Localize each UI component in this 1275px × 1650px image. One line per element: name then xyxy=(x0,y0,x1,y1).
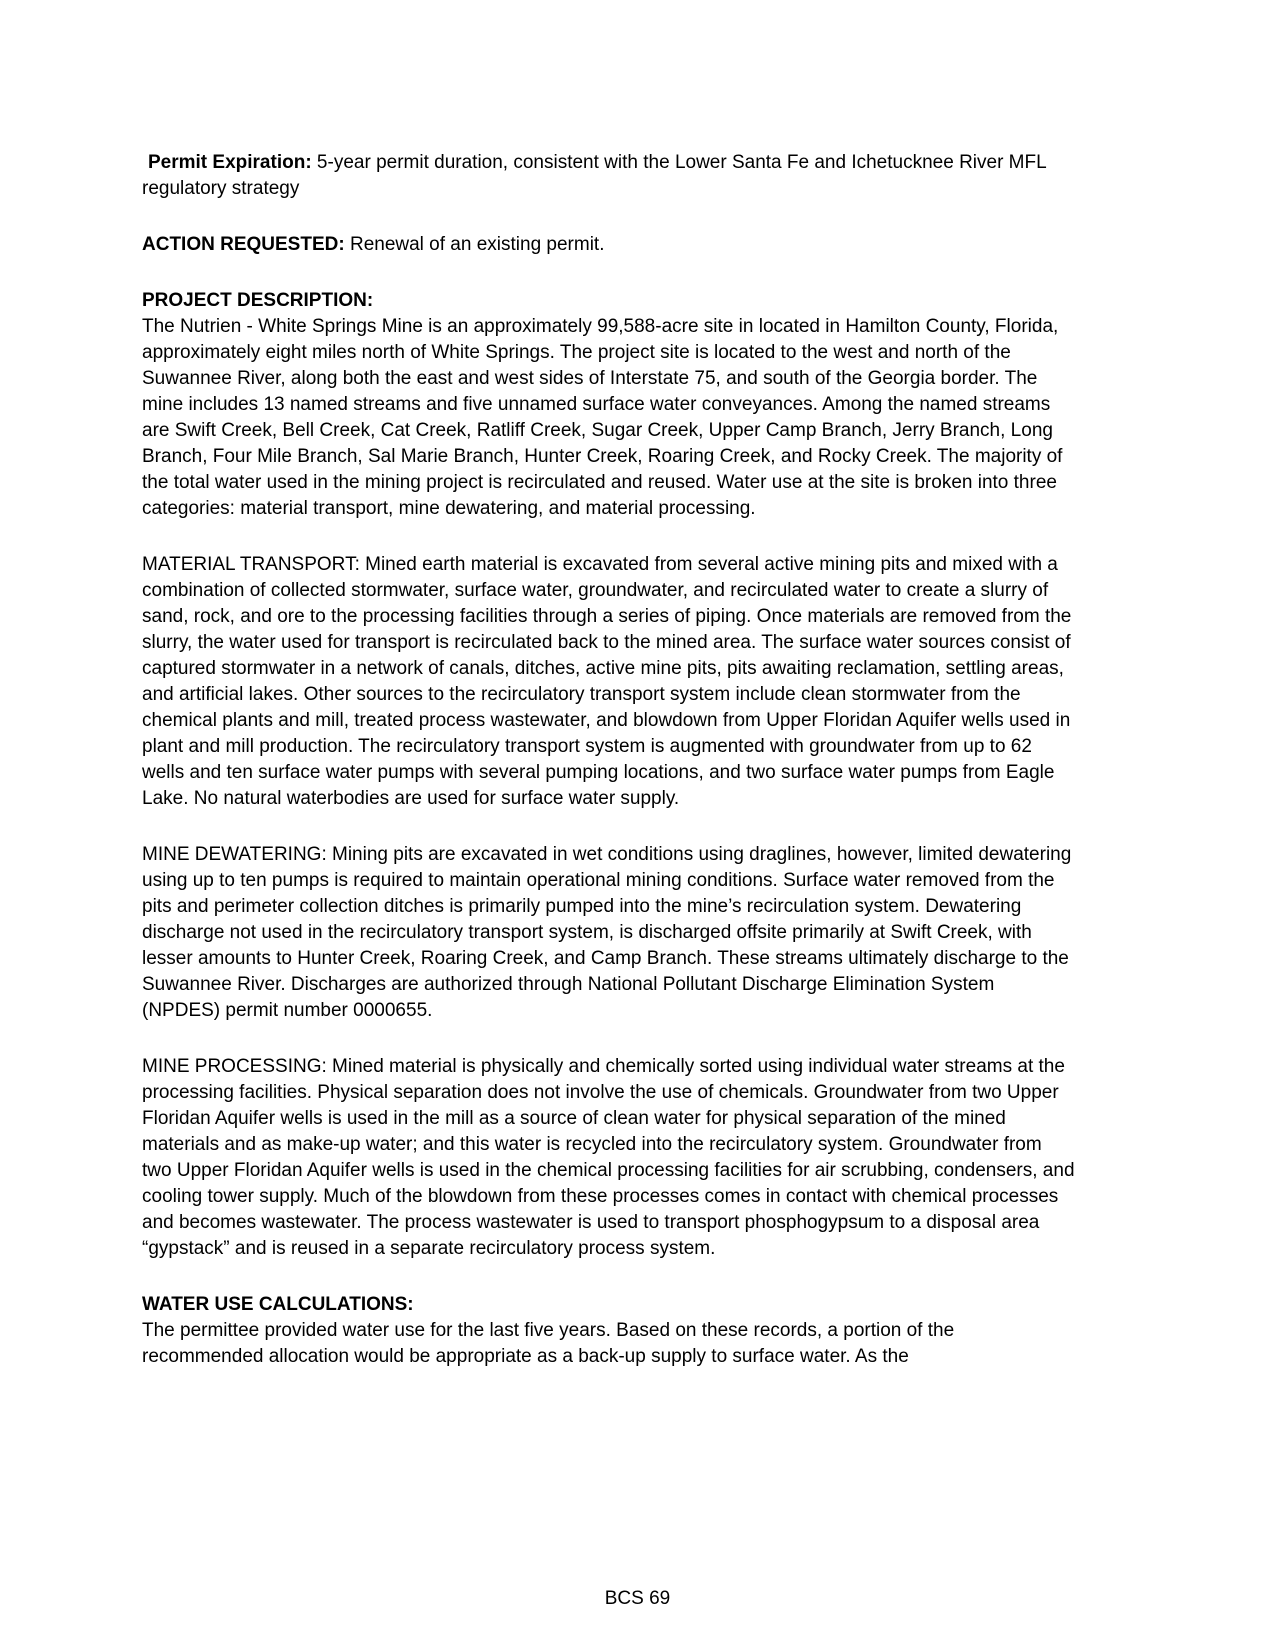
water-use-calculations-body: The permittee provided water use for the last five years. Based on these records, a portion of the recommended allocation would be appropriate as a back-up supply to surface water. As the xyxy=(142,1320,955,1367)
water-use-calculations-section xyxy=(142,1292,1076,1370)
project-description-heading: PROJECT DESCRIPTION: xyxy=(142,290,374,311)
action-requested-text: Renewal of an existing permit. xyxy=(344,234,605,255)
project-description-body: The Nutrien - White Springs Mine is an approximately 99,588-acre site in located in Hamilton County, Florida, approximately eight miles north of White Springs. The project site is located to the west and north of the Suwannee River, along both the east and west sides of Interstate 75, and south of the Georgia border. The mine includes 13 named streams and five unnamed surface water conveyances. Among the named streams are Swift Creek, Bell Creek, Cat Creek, Ratliff Creek, Sugar Creek, Upper Camp Branch, Jerry Branch, Long Branch, Four Mile Branch, Sal Marie Branch, Hunter Creek, Roaring Creek, and Rocky Creek. The majority of the total water used in the mining project is recirculated and reused. Water use at the site is broken into three categories: material transport, mine dewatering, and material processing. xyxy=(142,316,1063,519)
mine-processing-paragraph: MINE PROCESSING: Mined material is physically and chemically sorted using individual water streams at the processing facilities. Physical separation does not involve the use of chemicals. Groundwater from two Upper Floridan Aquifer wells is used in the mill as a source of clean water for physical separation of the mined materials and as make-up water; and this water is recycled into the recirculatory system. Groundwater from two Upper Floridan Aquifer wells is used in the chemical processing facilities for air scrubbing, condensers, and cooling tower supply. Much of the blowdown from these processes comes in contact with chemical processes and becomes wastewater. The process wastewater is used to transport phosphogypsum to a disposal area “gypstack” and is reused in a separate recirculatory process system. xyxy=(142,1056,1075,1259)
permit-expiration-label: Permit Expiration: xyxy=(148,152,312,173)
water-use-calculations-heading: WATER USE CALCULATIONS: xyxy=(142,1294,414,1315)
permit-expiration-text: 5-year permit duration, consistent with the Lower Santa Fe and Ichetucknee River MFL regulatory strategy xyxy=(142,152,1046,199)
page-number-footer: BCS 69 xyxy=(604,1588,671,1609)
action-requested-label: ACTION REQUESTED: xyxy=(142,234,345,255)
permit-expiration-paragraph xyxy=(142,150,1076,202)
action-requested-paragraph xyxy=(142,232,1076,258)
material-transport-paragraph: MATERIAL TRANSPORT: Mined earth material is excavated from several active mining pits and mixed with a combination of collected stormwater, surface water, groundwater, and recirculated water to create a slurry of sand, rock, and ore to the processing facilities through a series of piping. Once materials are removed from the slurry, the water used for transport is recirculated back to the mined area. The surface water sources consist of captured stormwater in a network of canals, ditches, active mine pits, pits awaiting reclamation, settling areas, and artificial lakes. Other sources to the recirculatory transport system include clean stormwater from the chemical plants and mill, treated process wastewater, and blowdown from Upper Floridan Aquifer wells used in plant and mill production. The recirculatory transport system is augmented with groundwater from up to 62 wells and ten surface water pumps with several pumping locations, and two surface water pumps from Eagle Lake. No natural waterbodies are used for surface water supply. xyxy=(142,554,1072,809)
document-content xyxy=(142,150,1076,1370)
mine-dewatering-paragraph: MINE DEWATERING: Mining pits are excavated in wet conditions using draglines, however, limited dewatering using up to ten pumps is required to maintain operational mining conditions. Surface water removed from the pits and perimeter collection ditches is primarily pumped into the mine’s recirculation system. Dewatering discharge not used in the recirculatory transport system, is discharged offsite primarily at Swift Creek, with lesser amounts to Hunter Creek, Roaring Creek, and Camp Branch. These streams ultimately discharge to the Suwannee River. Discharges are authorized through National Pollutant Discharge Elimination System (NPDES) permit number 0000655. xyxy=(142,844,1072,1021)
project-description-section xyxy=(142,288,1076,522)
